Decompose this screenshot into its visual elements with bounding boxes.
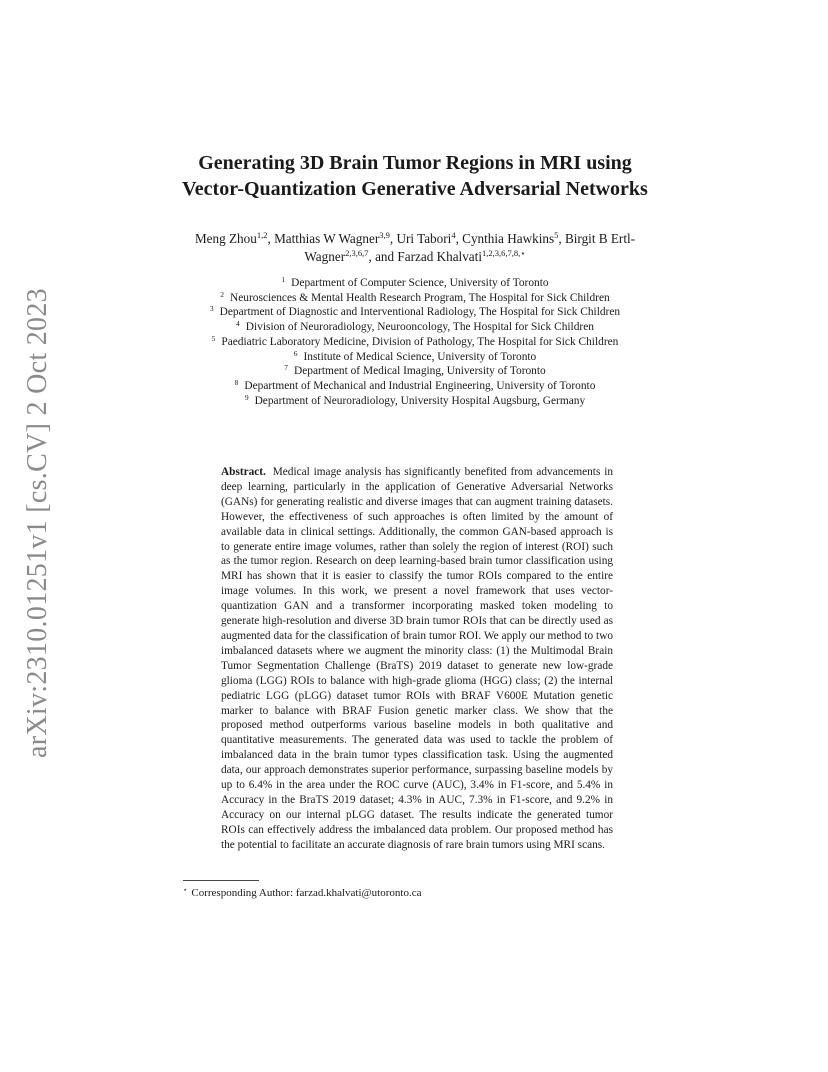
affiliation-text: Department of Medical Imaging, University of Toronto [294,365,546,378]
author-affiliation-marks: 3,9 [379,230,390,240]
footnote-text: Corresponding Author: farzad.khalvati@utoronto.ca [191,887,422,899]
author-separator: , [558,231,565,246]
author [396,231,462,246]
author-separator: , [267,231,275,246]
author [195,231,274,246]
affiliation-text: Department of Computer Science, University of Toronto [291,277,549,289]
paper-title-line-2: Vector-Quantization Generative Adversarial Networks [182,178,648,200]
author-separator: , [389,231,397,246]
author-name: Birgit B Ertl-Wagner [304,231,636,264]
affiliation [150,364,680,379]
author-affiliation-marks: 1,2,3,6,7,8,⋆ [482,248,526,258]
affiliation-number: 6 [293,348,298,358]
affiliation [150,394,680,409]
author [462,231,565,246]
affiliation-text: Division of Neuroradiology, Neurooncology, The Hospital for Sick Children [245,321,594,334]
author-name: Meng Zhou [194,231,257,246]
abstract-label: Abstract. [221,466,266,478]
author [274,231,396,246]
author-affiliation-marks: 2,3,6,7 [345,248,369,258]
affiliation-text: Neurosciences & Mental Health Research Program, The Hospital for Sick Children [230,291,610,304]
author-list [170,230,660,266]
affiliation-number: 4 [236,319,240,329]
author-affiliation-marks: 1,2 [256,230,268,240]
author-name: Farzad Khalvati [397,249,482,264]
arxiv-identifier-stamp [18,288,58,758]
affiliation [150,276,680,291]
affiliation-text: Institute of Medical Science, University of Toronto [303,350,537,363]
abstract-body: Medical image analysis has significantly benefited from advancements in deep learning, particularly in the application of Generative Adversarial Networks (GANs) for generating realistic and diverse images that can augment training datasets. However, the effectiveness of such approaches is often limited by the amount of available data in clinical settings. Additionally, the common GAN-based approach is to generate entire image volumes, rather than solely the region of interest (ROI) such as the tumor region. Research on deep learning-based brain tumor classification using MRI has shown that it is easier to classify the tumor ROIs compared to the entire image volumes. In this work, we present a novel framework that uses vector-quantization GAN and a transformer incorporating masked token modeling to generate high-resolution and diverse 3D brain tumor ROIs that can be directly used as augmented data for the classification of brain tumor ROI. We apply our method to two imbalanced datasets where we augment the minority class: (1) the Multimodal Brain Tumor Segmentation Challenge (BraTS) 2019 dataset to generate new low-grade glioma (LGG) ROIs to balance with high-grade glioma (HGG) class; (2) the internal pediatric LGG (pLGG) dataset tumor ROIs with BRAF V600E Mutation genetic marker to balance with BRAF Fusion genetic marker class. We show that the proposed method outperforms various baseline models in both qualitative and quantitative measurements. The generated data was used to tackle the problem of imbalanced data in the brain tumor types classification task. Using the augmented data, our approach demonstrates superior performance, surpassing baseline models by up to 6.4% in the area under the ROC curve (AUC), 3.4% in F1-score, and 5.4% in Accuracy in the BraTS 2019 dataset; 4.3% in AUC, 7.3% in F1-score, and 9.2% in Accuracy on our internal pLGG dataset. The results indicate the generated tumor ROIs can effectively address the imbalanced data problem. Our proposed method has the potential to facilitate an accurate diagnosis of rare brain tumors using MRI scans. [221,466,613,851]
abstract [221,465,613,853]
affiliation-number: 8 [234,377,239,387]
author-separator: , and [368,249,398,264]
affiliation [150,335,680,350]
affiliation [150,379,680,394]
footnote [183,886,421,900]
affiliation-number: 1 [281,275,286,284]
footnote-divider [183,880,259,881]
affiliation [150,320,680,335]
affiliation-number: 7 [284,363,288,373]
affiliation [150,350,680,365]
author-separator: , [455,231,463,246]
affiliation-list [150,276,680,408]
affiliation [150,291,680,306]
affiliation-text: Paediatric Laboratory Medicine, Division of Pathology, The Hospital for Sick Children [221,335,619,348]
author-name: Cynthia Hawkins [462,231,555,246]
affiliation-number: 3 [209,304,214,314]
author-name: Uri Tabori [396,231,452,246]
affiliation-number: 2 [220,289,225,299]
paper-title [150,150,680,202]
affiliation-text: Department of Diagnostic and Interventional Radiology, The Hospital for Sick Children [219,306,621,319]
paper-title-line-1: Generating 3D Brain Tumor Regions in MRI using [198,152,632,174]
arxiv-identifier-text: arXiv:2310.01251v1 [cs.CV] 2 Oct 2023 [22,288,53,758]
affiliation-text: Department of Mechanical and Industrial Engineering, University of Toronto [244,379,596,392]
author [397,249,525,264]
author-name: Matthias W Wagner [274,231,380,246]
author-affiliation-marks: 4 [451,230,456,240]
affiliation [150,305,680,320]
affiliation-text: Department of Neuroradiology, University Hospital Augsburg, Germany [254,394,586,407]
author-affiliation-marks: 5 [554,230,559,240]
footnote-mark: ⋆ [183,886,188,894]
affiliation-number: 5 [211,333,216,343]
affiliation-number: 9 [244,392,249,402]
